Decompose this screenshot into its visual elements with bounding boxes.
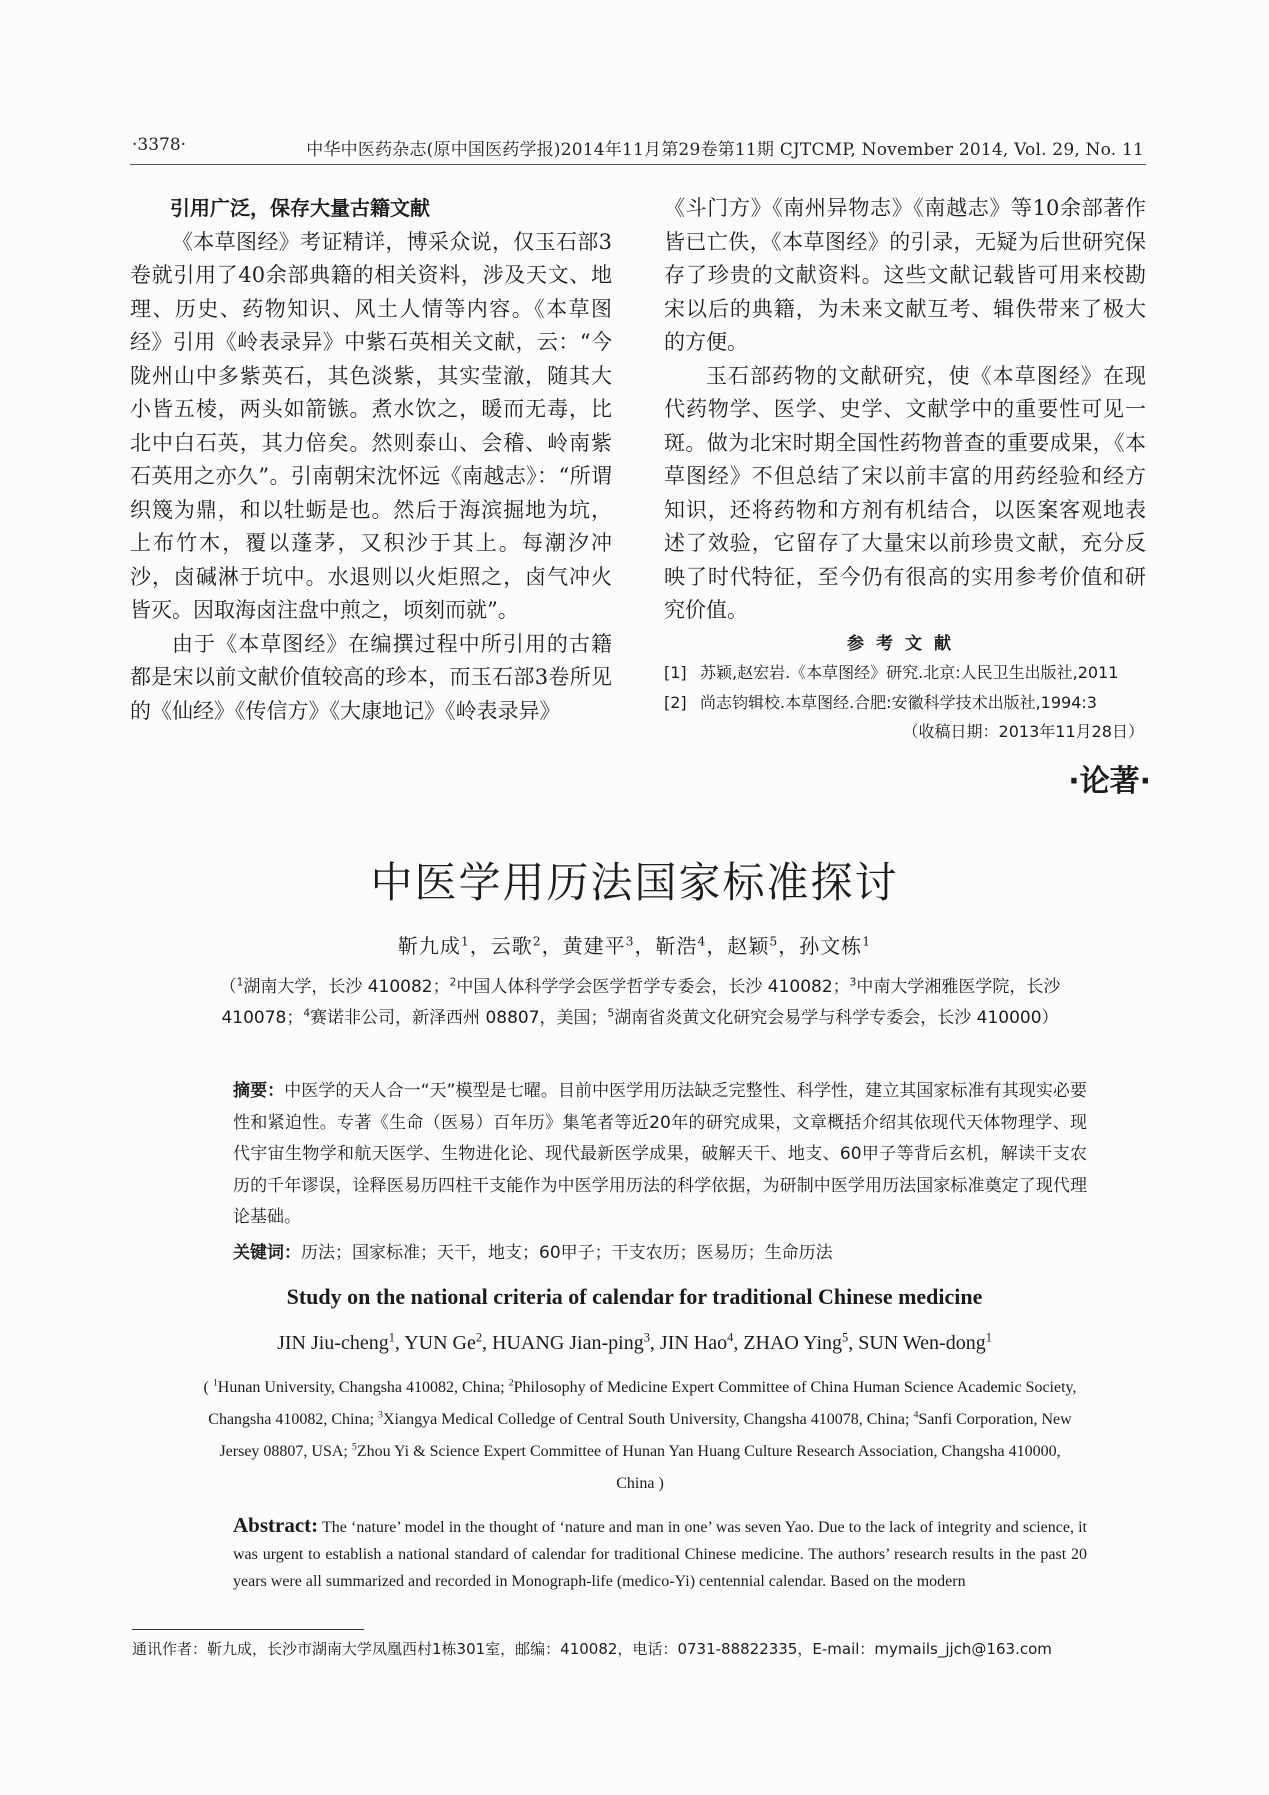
- author-name: HUANG Jian-ping: [492, 1332, 644, 1354]
- reference-item: [664, 688, 1146, 718]
- author-name: 靳浩: [655, 934, 698, 958]
- author-name: SUN Wen-dong: [858, 1332, 986, 1354]
- left-paragraph-2: 由于《本草图经》在编撰过程中所引用的古籍都是宋以前文献价值较高的珍本，而玉石部3卷所见的《仙经》《传信方》《大康地记》《岭表录异》: [130, 631, 612, 723]
- affil-text: 湖南省炎黄文化研究会易学与科学专委会，长沙 410000: [614, 1008, 1042, 1028]
- affil-sup: 2: [449, 976, 457, 989]
- affil-text: Xiangya Medical Colledge of Central South University, Changsha 410078, China;: [383, 1411, 914, 1428]
- reference-text: 尚志钧辑校.本草图经.合肥:安徽科学技术出版社,1994:3: [700, 692, 1097, 712]
- author-name: YUN Ge: [404, 1332, 476, 1354]
- affil-sup: 4: [303, 1007, 311, 1020]
- author-sup: 3: [625, 933, 635, 949]
- paren-close: ）: [1041, 1008, 1059, 1028]
- journal-info: 中华中医药杂志(原中国医药学报)2014年11月第29卷第11期 CJTCMP, November 2014, Vol. 29, No. 11: [306, 140, 1144, 160]
- abstract-cn-text: 中医学的天人合一“天”模型是七曜。目前中医学用历法缺乏完整性、科学性，建立其国家标准有其现实必要性和紧迫性。专著《生命（医易）百年历》集笔者等近20年的研究成果，文章概括介绍其依现代天体物理学、现代宇宙生物学和航天医学、生物进化论、现代最新医学成果，破解天干、地支、60甲子等背后玄机，解读干支农历的千年谬误，诠释医易历四柱干支能作为中医学用历法的科学依据，为研制中医学用历法国家标准奠定了现代理论基础。: [233, 1081, 1087, 1227]
- affil-sup: 1: [212, 1377, 218, 1389]
- right-column: [664, 192, 1146, 746]
- column-tag: ·论著·: [1068, 764, 1151, 799]
- author-sup: 2: [532, 933, 542, 949]
- keywords-cn-label: 关键词：: [233, 1243, 301, 1263]
- author-name: JIN Jiu-cheng: [277, 1332, 389, 1354]
- affiliations-cn: [200, 972, 1080, 1034]
- affil-sup: 5: [351, 1441, 357, 1453]
- abstract-en: [233, 1512, 1087, 1595]
- received-date: （收稿日期：2013年11月28日）: [902, 721, 1144, 741]
- author-sup: 2: [475, 1330, 483, 1345]
- section-heading: 引用广泛，保存大量古籍文献: [170, 196, 430, 220]
- affiliations-en: [200, 1372, 1080, 1500]
- header-rule: [130, 164, 1146, 165]
- author-name: ZHAO Ying: [743, 1332, 843, 1354]
- references-title: 参考文献: [847, 633, 963, 654]
- affil-sup: 1: [236, 976, 244, 989]
- abstract-en-text: The ‘nature’ model in the thought of ‘nature and man in one’ was seven Yao. Due to the lack of integrity and science, it was urgent to establish a national standard of calendar for traditional Chinese medicine. The authors’ research results in the past 20 years were all summarized and recorded in Monograph-life (medico-Yi) centennial calendar. Based on the modern: [233, 1519, 1088, 1590]
- affil-text: 中国人体科学学会医学哲学专委会，长沙 410082；: [456, 977, 850, 997]
- abstract-cn-label: 摘要：: [233, 1081, 285, 1101]
- authors-cn: 靳九成$^1$，云歌$^2$，黄建平$^3$，靳浩$^4$，赵颖$^5$，孙文栋$^1$: [397, 933, 872, 958]
- author-sup: 1: [388, 1330, 395, 1345]
- footnote-rule: [132, 1629, 364, 1630]
- right-paragraph-2: 玉石部药物的文献研究，使《本草图经》在现代药物学、医学、史学、文献学中的重要性可见一斑。做为北宋时期全国性药物普查的重要成果，《本草图经》不但总结了宋以前丰富的用药经验和经方知识，还将药物和方剂有机结合，以医案客观地表述了效验，它留存了大量宋以前珍贵文献，充分反映了时代特征，至今仍有很高的实用参考价值和研究价值。: [664, 363, 1146, 622]
- author-name: 云歌: [490, 934, 533, 958]
- affil-sup: 3: [849, 976, 857, 989]
- author-sup: 5: [842, 1330, 849, 1345]
- affil-sup: 3: [378, 1409, 383, 1421]
- abstract-en-label: Abstract:: [233, 1513, 319, 1537]
- author-name: 黄建平: [562, 934, 626, 958]
- author-name: JIN Hao: [659, 1332, 728, 1354]
- keywords-cn: [233, 1238, 1087, 1263]
- affil-sup: 4: [913, 1409, 919, 1421]
- abstract-cn: [233, 1076, 1087, 1234]
- reference-text: 苏颖,赵宏岩.《本草图经》研究.北京:人民卫生出版社,2011: [700, 662, 1119, 682]
- article-title-cn: 中医学用历法国家标准探讨: [370, 858, 899, 907]
- affil-sup: 5: [607, 1007, 615, 1020]
- left-paragraph-1: 《本草图经》考证精详，博采众说，仅玉石部3卷就引用了40余部典籍的相关资料，涉及天文、地理、历史、药物知识、风土人情等内容。《本草图经》引用《岭表录异》中紫石英相关文献，云：“今陇州山中多紫英石，其色淡紫，其实莹澈，随其大小皆五棱，两头如箭镞。煮水饮之，暖而无毒，比北中白石英，其力倍矣。然则泰山、会稽、岭南紫石英用之亦久”。引南朝宋沈怀远《南越志》：“所谓织篾为鼎，和以牡蛎是也。然后于海滨掘地为坑，上布竹木，覆以蓬茅，又积沙于其上。每潮汐冲沙，卤碱淋于坑中。水退则以火炬照之，卤气冲火皆灭。因取海卤注盘中煎之，顷刻而就”。: [130, 229, 612, 622]
- affil-text: Philosophy of Medicine Expert Committee of China Human Science Academic Society, Changsha 410082, China;: [208, 1379, 1077, 1428]
- corresponding-author-footnote: 通讯作者：靳九成，长沙市湖南大学凤凰西村1栋301室，邮编：410082，电话：0731-88822335，E-mail：mymails_jjch@163.com: [132, 1640, 1052, 1658]
- reference-number: [1]: [664, 662, 687, 682]
- affil-text: 中南大学湘雅医学院，长沙 410078；: [221, 977, 1061, 1028]
- author-sup: 4: [727, 1330, 734, 1345]
- affil-sup: 2: [508, 1377, 514, 1389]
- author-name: 靳九成: [397, 934, 461, 958]
- author-sup: 4: [697, 933, 707, 949]
- article-title-en: Study on the national criteria of calendar for traditional Chinese medicine: [286, 1284, 983, 1309]
- author-sup: 1: [862, 933, 872, 949]
- paren-open: (: [203, 1379, 213, 1396]
- left-column: [130, 192, 612, 728]
- right-paragraph-1: 《斗门方》《南州异物志》《南越志》等10余部著作皆已亡佚，《本草图经》的引录，无疑为后世研究保存了珍贵的文献资料。这些文献记载皆可用来校勘宋以后的典籍，为未来文献互考、辑佚带来了极大的方便。: [664, 196, 1146, 354]
- keywords-cn-text: 历法；国家标准；天干，地支；60甲子；干支农历；医易历；生命历法: [301, 1243, 833, 1263]
- affil-text: 湖南大学，长沙 410082；: [243, 977, 450, 997]
- affil-text: 赛诺非公司，新泽西州 08807，美国；: [310, 1008, 608, 1028]
- author-sup: 1: [985, 1330, 992, 1345]
- affil-text: Hunan University, Changsha 410082, China;: [217, 1379, 509, 1396]
- page-number: ·3378·: [132, 135, 187, 155]
- authors-en: JIN Jiu-cheng$^1$, YUN Ge$^2$, HUANG Jian-ping$^3$, JIN Hao$^4$, ZHAO Ying$^5$, SUN Wen-dong$^1$: [277, 1330, 992, 1354]
- author-sup: 1: [460, 933, 470, 949]
- reference-item: [664, 658, 1146, 688]
- affil-text: Sanfi Corporation, New Jersey 08807, USA;: [219, 1411, 1072, 1460]
- paren-close: ): [654, 1475, 664, 1492]
- author-sup: 5: [769, 933, 779, 949]
- author-name: 孙文栋: [799, 934, 863, 958]
- author-sup: 3: [643, 1330, 650, 1345]
- paren-open: （: [219, 977, 237, 997]
- author-name: 赵颖: [727, 934, 770, 958]
- affil-text: Zhou Yi & Science Expert Committee of Hunan Yan Huang Culture Research Association, Changsha 410000, China: [356, 1443, 1061, 1492]
- reference-number: [2]: [664, 692, 687, 712]
